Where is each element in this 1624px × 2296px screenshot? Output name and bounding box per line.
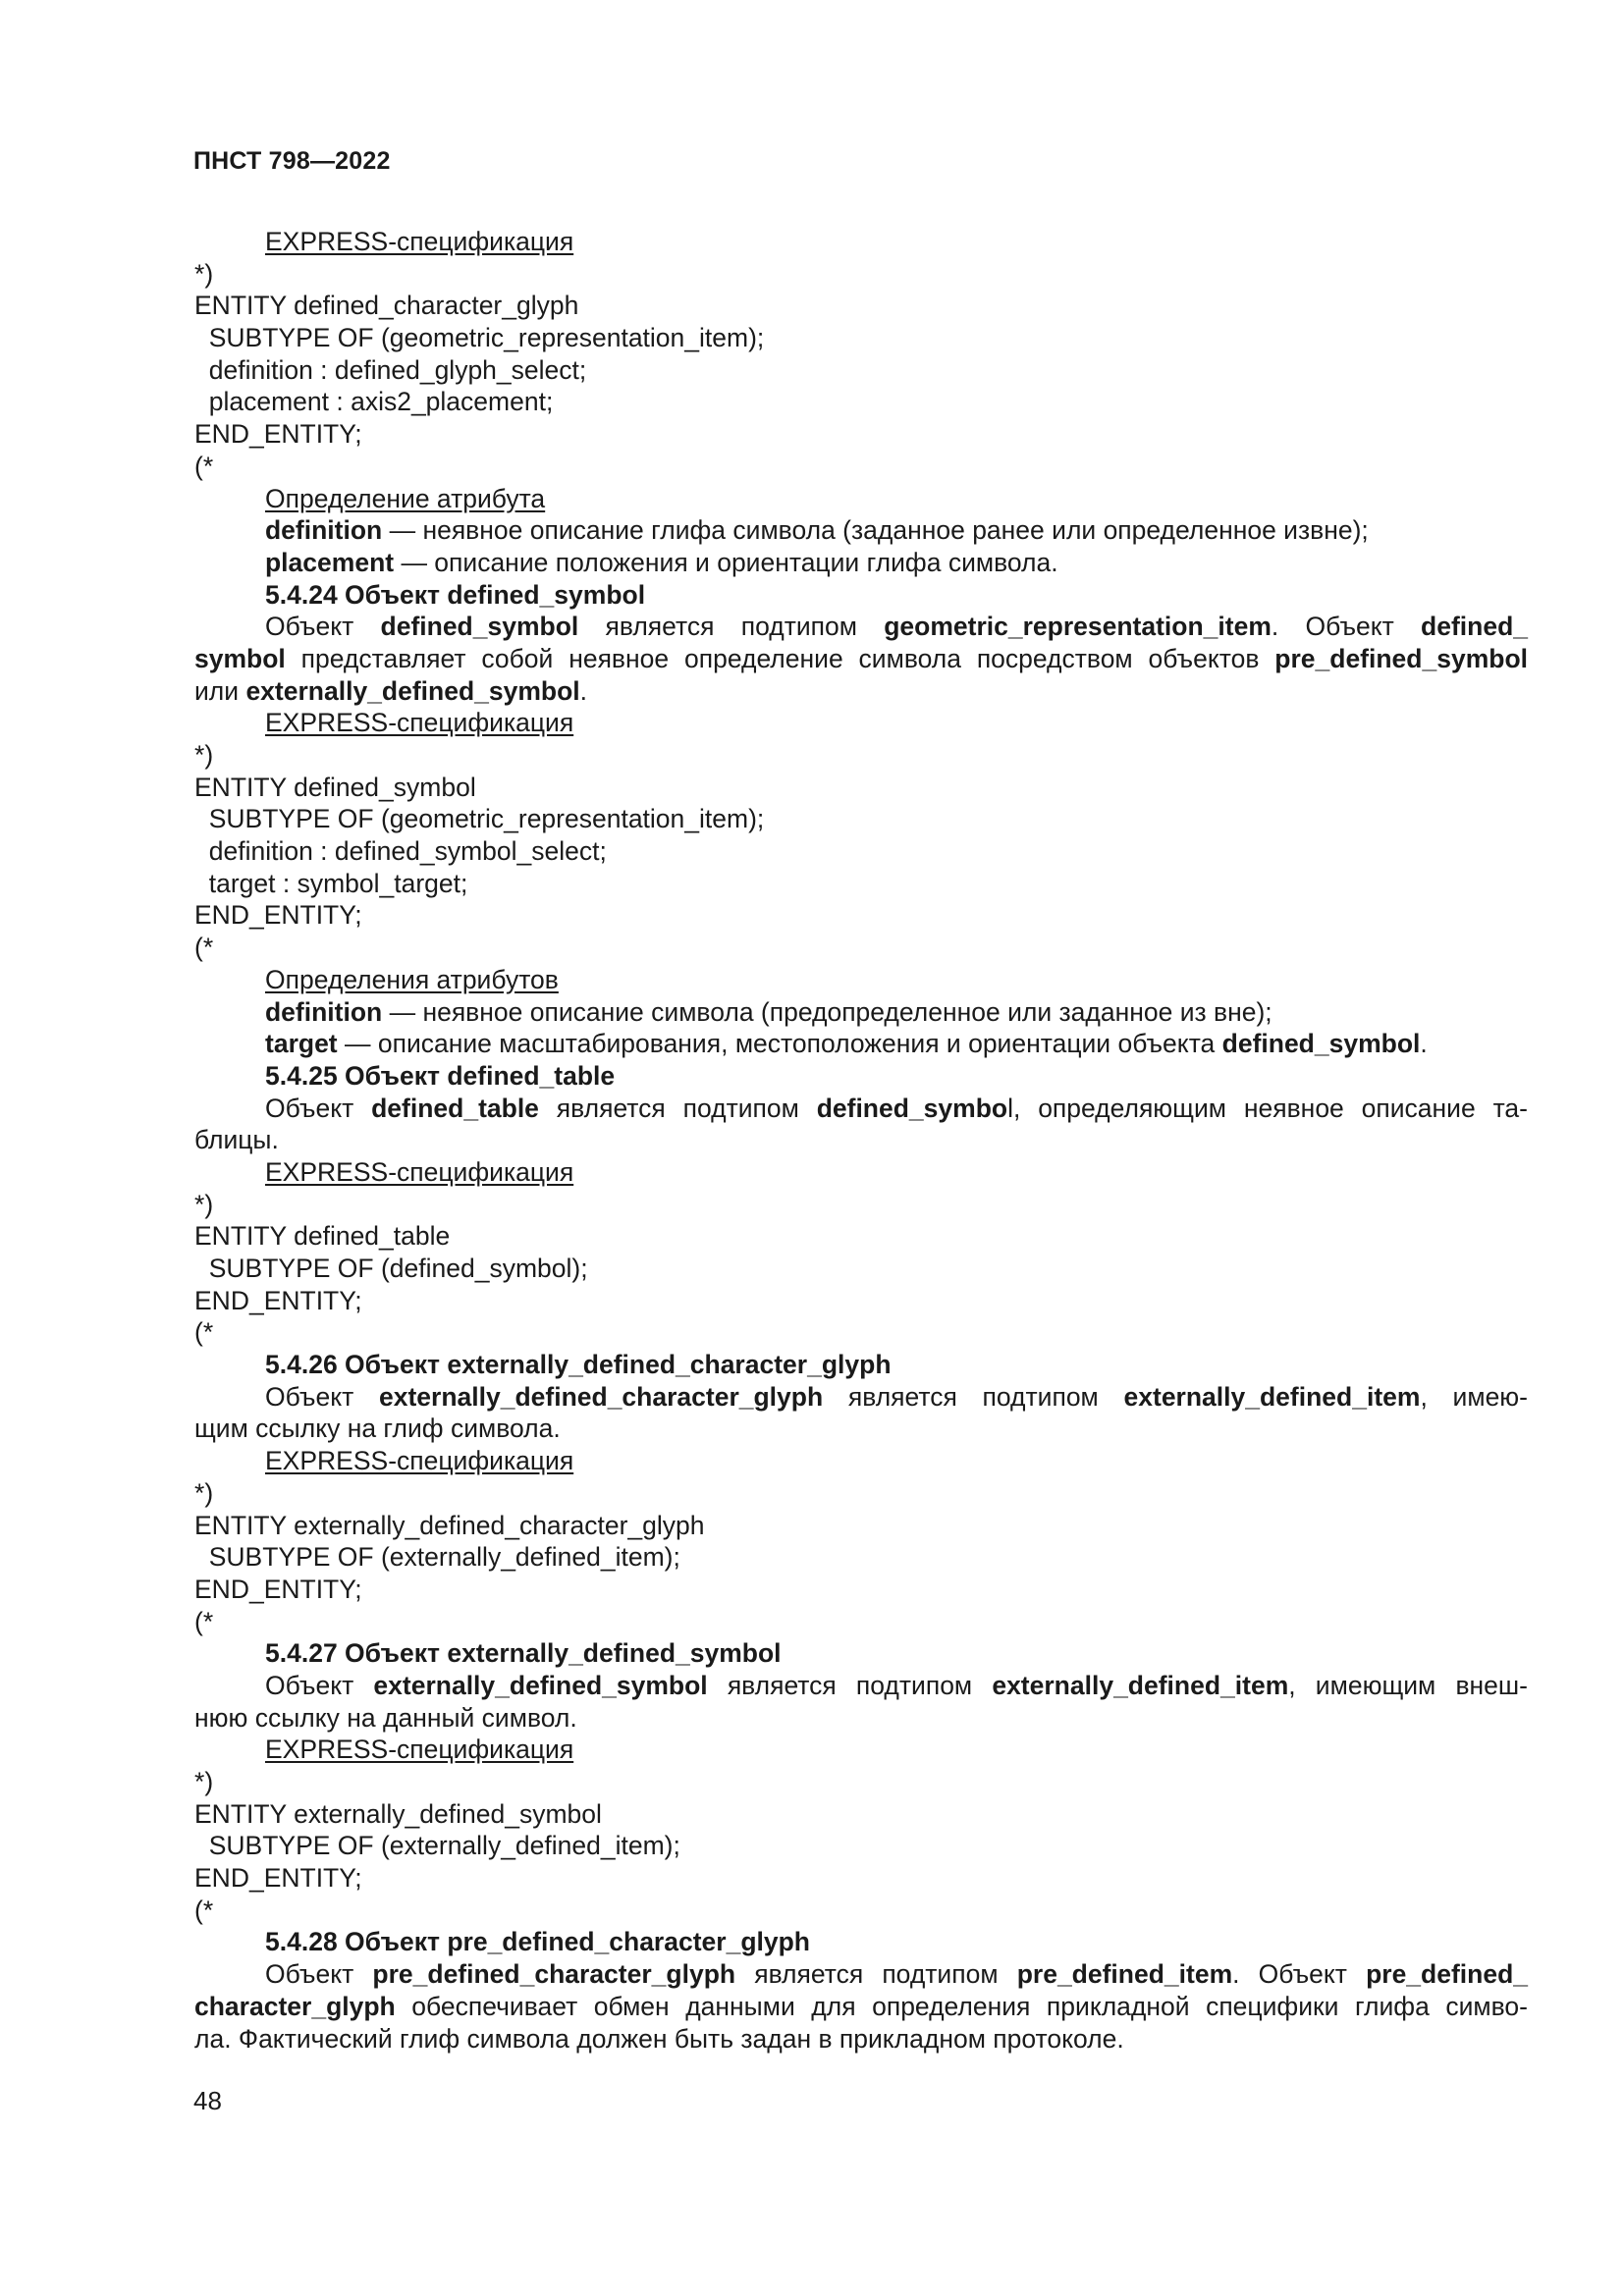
text: .: [1420, 1029, 1428, 1059]
attr-def-label: Определение атрибута: [265, 483, 546, 513]
code-line: END_ENTITY;: [194, 1574, 362, 1604]
term: externally_defined_item: [1123, 1381, 1421, 1412]
attr-name: target: [265, 1029, 338, 1059]
comment-close: (*: [194, 1606, 214, 1636]
text: . Объект: [1232, 1959, 1367, 1990]
paragraph-line: [194, 1093, 1528, 1125]
paragraph-line: [194, 611, 1528, 643]
comment-open: *): [194, 1767, 214, 1796]
code-line: ENTITY defined_character_glyph: [194, 291, 579, 321]
attr-text: — описание масштабирования, местоположения и ориентации объекта: [337, 1029, 1222, 1059]
paragraph-line: блицы.: [194, 1125, 279, 1155]
heading-text: 5.4.28 Объект pre_defined_character_glyph: [265, 1927, 810, 1957]
term: externally_defined_symbol: [373, 1670, 708, 1700]
code-line: ENTITY defined_table: [194, 1221, 451, 1252]
paragraph-line: нюю ссылку на данный символ.: [194, 1702, 577, 1733]
text: является подтипом: [735, 1959, 1017, 1990]
paragraph-line: [194, 675, 1528, 708]
attr-definition: [194, 1028, 1528, 1060]
text: l, определяющим неявное описание та-: [1007, 1093, 1528, 1123]
heading-text: 5.4.27 Объект externally_defined_symbol: [265, 1638, 782, 1669]
term: externally_defined_symbol: [245, 675, 580, 706]
attr-text: — описание положения и ориентации глифа символа.: [394, 547, 1058, 577]
term: externally_defined_character_glyph: [378, 1381, 824, 1412]
express-spec-label: EXPRESS-спецификация: [265, 1156, 574, 1187]
code-line: placement : axis2_placement;: [194, 387, 554, 417]
express-spec-label: EXPRESS-спецификация: [265, 1446, 574, 1476]
text: обеспечивает обмен данными для определения прикладной специфики глифа симво-: [395, 1991, 1528, 2021]
code-line: END_ENTITY;: [194, 1285, 362, 1315]
comment-close: (*: [194, 933, 214, 963]
text: Объект: [265, 1670, 374, 1700]
section-heading: [194, 579, 1528, 612]
text: является подтипом: [823, 1381, 1124, 1412]
attr-definition: [194, 547, 1528, 579]
text: представляет собой неявное определение символа посредством объектов: [285, 643, 1275, 673]
page-content: [194, 226, 1528, 2055]
section-heading: [194, 1349, 1528, 1381]
comment-close: (*: [194, 1895, 214, 1925]
code-line: ENTITY externally_defined_symbol: [194, 1798, 602, 1829]
express-spec-label: EXPRESS-спецификация: [265, 708, 574, 738]
attr-definition: [194, 996, 1528, 1029]
heading-text: 5.4.24 Объект defined_symbol: [265, 579, 646, 610]
attr-name: placement: [265, 547, 395, 577]
paragraph-line: [194, 1670, 1528, 1702]
paragraph-line: [194, 1991, 1528, 2023]
text: является подтипом: [578, 612, 885, 642]
page-number: 48: [193, 2086, 222, 2115]
attr-name: definition: [265, 996, 383, 1027]
attrs-def-label: Определения атрибутов: [265, 964, 559, 994]
term: symbol: [194, 643, 286, 673]
code-line: END_ENTITY;: [194, 419, 362, 450]
text: Объект: [265, 612, 381, 642]
section-heading: [194, 1926, 1528, 1958]
paragraph-line: [194, 1958, 1528, 1991]
code-line: definition : defined_symbol_select;: [194, 836, 607, 867]
attr-text: — неявное описание глифа символа (заданное ранее или определенное извне);: [382, 515, 1369, 546]
code-line: definition : defined_glyph_select;: [194, 354, 587, 385]
code-line: SUBTYPE OF (externally_defined_item);: [194, 1542, 680, 1573]
paragraph-line: [194, 643, 1528, 675]
comment-open: *): [194, 740, 214, 770]
term: character_glyph: [194, 1991, 396, 2021]
code-line: target : symbol_target;: [194, 868, 468, 898]
text: , имеющим внеш-: [1288, 1670, 1528, 1700]
text: или: [194, 675, 246, 706]
text: Объект: [265, 1381, 379, 1412]
section-heading: [194, 1637, 1528, 1670]
term: defined_symbol: [1221, 1029, 1421, 1059]
text: . Объект: [1271, 612, 1422, 642]
attr-text: — неявное описание символа (предопределенное или заданное из вне);: [382, 996, 1272, 1027]
text: Объект: [265, 1959, 373, 1990]
paragraph-line: [194, 1381, 1528, 1414]
text: является подтипом: [538, 1093, 817, 1123]
term: defined_: [1421, 612, 1529, 642]
section-heading: [194, 1060, 1528, 1093]
express-spec-label: EXPRESS-спецификация: [265, 1735, 574, 1765]
term: pre_defined_: [1366, 1959, 1529, 1990]
term: defined_symbo: [816, 1093, 1008, 1123]
comment-open: *): [194, 1189, 214, 1219]
term: defined_table: [371, 1093, 539, 1123]
term: externally_defined_item: [992, 1670, 1289, 1700]
attr-name: definition: [265, 515, 383, 546]
term: geometric_representation_item: [884, 612, 1272, 642]
text: Объект: [265, 1093, 372, 1123]
term: pre_defined_symbol: [1274, 643, 1528, 673]
attr-definition: [194, 514, 1528, 547]
paragraph-line: ла. Фактический глиф символа должен быть задан в прикладном протоколе.: [194, 2023, 1124, 2054]
term: pre_defined_item: [1016, 1959, 1233, 1990]
comment-close: (*: [194, 451, 214, 481]
heading-text: 5.4.26 Объект externally_defined_character_glyph: [265, 1350, 892, 1380]
comment-open: *): [194, 1477, 214, 1508]
code-line: SUBTYPE OF (defined_symbol);: [194, 1254, 588, 1283]
comment-close: (*: [194, 1317, 214, 1348]
code-line: END_ENTITY;: [194, 900, 362, 931]
code-line: ENTITY defined_symbol: [194, 772, 476, 802]
code-line: SUBTYPE OF (geometric_representation_item);: [194, 804, 765, 834]
term: pre_defined_character_glyph: [372, 1959, 736, 1990]
code-line: END_ENTITY;: [194, 1863, 362, 1894]
document-id: ПНСТ 798—2022: [193, 147, 391, 175]
text: является подтипом: [707, 1670, 993, 1700]
code-line: SUBTYPE OF (geometric_representation_item);: [194, 323, 765, 353]
express-spec-label: EXPRESS-спецификация: [265, 227, 574, 256]
text: , имею-: [1420, 1381, 1529, 1412]
term: defined_symbol: [380, 612, 579, 642]
paragraph-line: щим ссылку на глиф символа.: [194, 1414, 561, 1444]
comment-open: *): [194, 258, 214, 289]
code-line: ENTITY externally_defined_character_glyph: [194, 1510, 705, 1540]
code-line: SUBTYPE OF (externally_defined_item);: [194, 1831, 680, 1861]
text: .: [579, 675, 588, 706]
heading-text: 5.4.25 Объект defined_table: [265, 1060, 616, 1091]
